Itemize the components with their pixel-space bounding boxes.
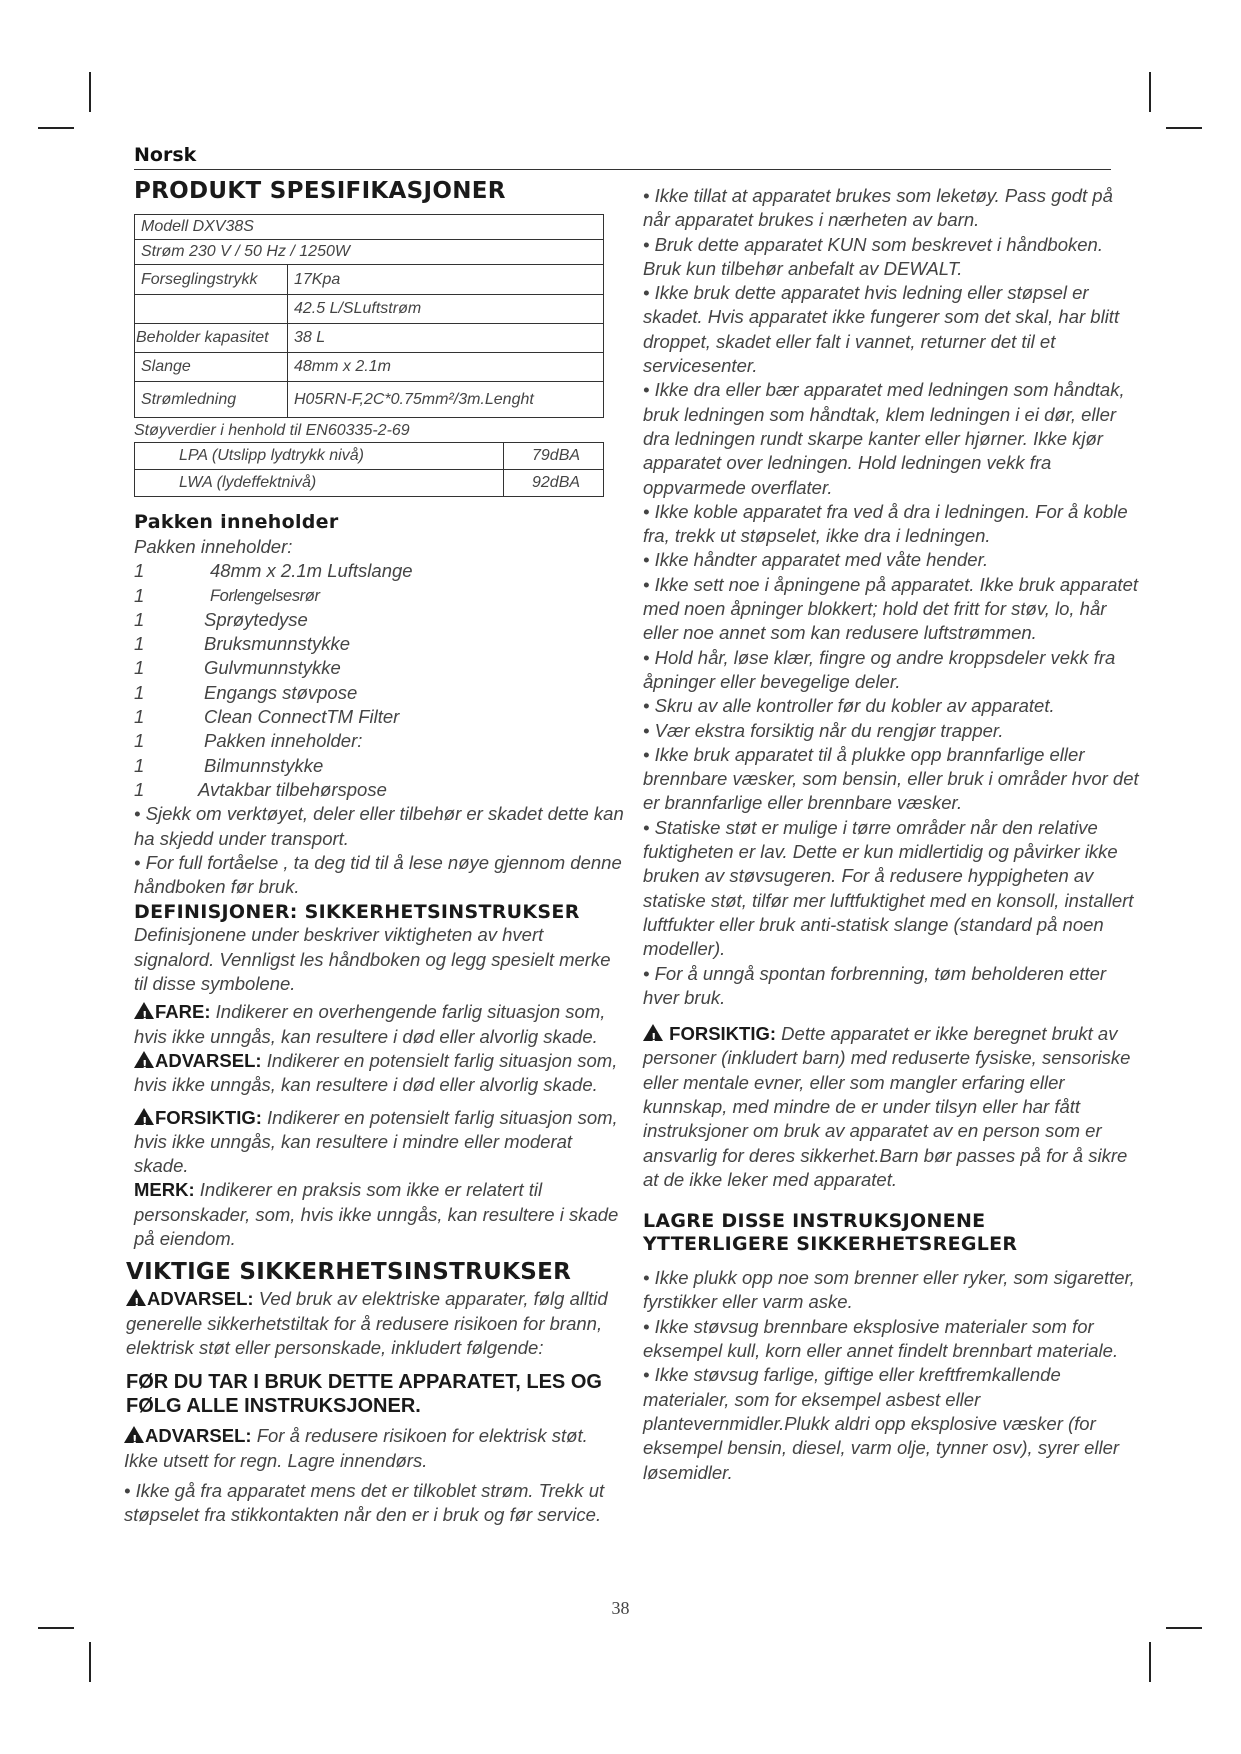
extra-bullet: • Ikke støvsug brennbare eksplosive materialer som for eksempel kull, korn eller annet findelt brennbart materiale. [643, 1315, 1119, 1362]
forsiktig-label: FORSIKTIG: [669, 1023, 777, 1045]
important-bullet: • Ikke gå fra apparatet mens det er tilkoblet strøm. Trekk ut støpselet fra stikkontakten når den er i bruk og før service. [124, 1479, 605, 1526]
important-advarsel2 [124, 1424, 626, 1473]
safety-bullet: • Ikke sett noe i åpningene på apparatet. Ikke bruk apparatet med noen åpninger blokkert; hold det fritt for støv, lo, hår eller noe annet som kan redusere luftstrømmen. [643, 573, 1139, 644]
fare-text: Indikerer en overhengende farlig situasjon som, hvis ikke unngås, kan resultere i død eller alvorlig skade. [134, 1001, 606, 1047]
forsiktig-block [643, 1022, 1143, 1192]
fare-label: FARE: [155, 1001, 211, 1023]
merk-text: Indikerer en praksis som ikke er relatert til personskader, som, hvis ikke unngås, kan resultere i skade på eiendom. [134, 1179, 619, 1250]
spec-power: Strøm 230 V / 50 Hz / 1250W [135, 240, 604, 265]
package-name: Forlengelsesrør [210, 586, 320, 605]
extra-bullet: • Ikke plukk opp noe som brenner eller ryker, som sigaretter, fyrstikker eller varm aske. [643, 1267, 1135, 1313]
warning-icon [134, 1108, 154, 1125]
definition-fare [130, 1000, 626, 1049]
spec-value: H05RN-F,2C*0.75mm²/3m.Lenght [288, 382, 604, 418]
advarsel-label: ADVARSEL: [145, 1425, 252, 1447]
safety-bullet: • Hold hår, løse klær, fingre og andre kroppsdeler vekk fra åpninger eller bevegelige deler. [643, 646, 1116, 692]
safety-bullet: • Ikke bruk apparatet til å plukke opp brannfarlige eller brennbare væsker, som bensin, eller bruk i områder hvor det er brannfarlige eller brennbare væsker. [643, 743, 1139, 814]
noise-table [134, 442, 604, 497]
crop-mark [1149, 72, 1151, 112]
safety-bullet: • Vær ekstra forsiktig når du rengjør trapper. [643, 719, 1004, 741]
important-subtitle: FØR DU TAR I BRUK DETTE APPARATET, LES OG FØLG ALLE INSTRUKSJONER. [126, 1371, 602, 1418]
package-qty: 1 [134, 730, 145, 752]
definition-merk [130, 1178, 626, 1251]
package-item [130, 754, 626, 778]
forsiktig-text: Dette apparatet er ikke beregnet brukt av personer (inkludert barn) med reduserte fysiske, sensoriske eller mentale evner, eller som mangler erfaring eller kunnskap, med mindre de er under tilsyn eller har fått instruksjoner om bruk av apparatet av en person som er ansvarlig for deres sikkerhet.Barn bør passes på for å sikre at de ikke leker med apparatet. [643, 1023, 1131, 1190]
spec-table [134, 214, 604, 418]
package-item [130, 729, 626, 753]
warning-icon [126, 1289, 146, 1306]
crop-mark [38, 1627, 74, 1629]
extra-bullet: • Ikke støvsug farlige, giftige eller kreftfremkallende materialer, som for eksempel asbest eller plantevernmidler.Plukk aldri opp eksplosive væsker (for eksempel bensin, diesel, varm olje, tynner osv), syrer eller løsemidler. [643, 1364, 1120, 1483]
package-intro: Pakken inneholder: [134, 536, 293, 557]
advarsel-label: ADVARSEL: [147, 1288, 254, 1310]
package-item [130, 705, 626, 729]
crop-mark [1166, 127, 1202, 129]
noise-caption: Støyverdier i henhold til EN60335-2-69 [134, 422, 410, 439]
spec-title: PRODUKT SPESIFIKASJONER [134, 178, 506, 204]
package-name: Sprøytedyse [204, 608, 308, 630]
package-qty: 1 [134, 633, 145, 655]
warning-icon [134, 1051, 154, 1068]
warning-icon [134, 1002, 154, 1019]
header-rule [134, 169, 1111, 170]
noise-label: LWA (lydeffektnivå) [135, 470, 504, 497]
crop-mark [1149, 1642, 1151, 1682]
spec-value: 48mm x 2.1m [288, 353, 604, 382]
noise-label: LPA (Utslipp lydtrykk nivå) [135, 443, 504, 470]
package-item [130, 559, 626, 583]
package-qty: 1 [134, 560, 145, 582]
crop-mark [89, 72, 91, 112]
noise-value: 92dBA [504, 470, 604, 497]
page-number: 38 [611, 1598, 630, 1618]
package-name: Bilmunnstykke [204, 754, 324, 776]
package-title: Pakken inneholder [134, 511, 339, 533]
safety-bullet: • For å unngå spontan forbrenning, tøm beholderen etter hver bruk. [643, 962, 1107, 1008]
package-name: Bruksmunnstykke [204, 633, 350, 655]
package-qty: 1 [134, 754, 145, 776]
advarsel-label: ADVARSEL: [155, 1049, 262, 1071]
safety-bullet: • Statiske støt er mulige i tørre områder når den relative fuktigheten er lav. Dette er kun midlertidig og påvirker ikke bruken av støvsugeren. For å redusere hyppigheten av statiske støt, tilfør mer luftfuktighet med en konsoll, installert luftfukter eller bruk anti-statisk slange (standard på noen modeller). [643, 816, 1134, 960]
spec-label: Slange [135, 353, 288, 382]
advarsel-text: Indikerer en potensielt farlig situasjon som, hvis ikke unngås, kan resultere i død eller alvorlig skade. [134, 1049, 618, 1096]
definitions-title: DEFINISJONER: SIKKERHETSINSTRUKSER [134, 901, 580, 924]
package-qty: 1 [134, 584, 145, 606]
crop-mark [89, 1642, 91, 1682]
package-name: Avtakbar tilbehørspose [198, 778, 387, 800]
package-item [130, 632, 626, 656]
forsiktig-label: FORSIKTIG: [155, 1106, 262, 1128]
crop-mark [38, 127, 74, 129]
package-item [130, 656, 626, 680]
save-instructions-title: LAGRE DISSE INSTRUKSJONENE [643, 1210, 986, 1233]
safety-bullet: • Ikke håndter apparatet med våte hender. [643, 549, 989, 571]
advarsel-text: Ved bruk av elektriske apparater, følg alltid generelle sikkerhetstiltak for å redusere risikoen for brann, elektrisk støt eller personskade, inkludert følgende: [126, 1288, 608, 1358]
package-qty: 1 [134, 681, 145, 703]
noise-value: 79dBA [504, 443, 604, 470]
package-qty: 1 [134, 608, 145, 630]
forsiktig-text: Indikerer en potensielt farlig situasjon som, hvis ikke unngås, kan resultere i mindre eller moderat skade. [134, 1106, 618, 1177]
spec-label: Beholder kapasitet [135, 324, 288, 353]
package-name: Engangs støvpose [204, 681, 358, 703]
right-column [643, 184, 1143, 1485]
package-name: Clean ConnectTM Filter [204, 706, 400, 728]
safety-bullet: • Bruk dette apparatet KUN som beskrevet i håndboken. Bruk kun tilbehør anbefalt av DEWALT. [643, 233, 1103, 279]
important-title: VIKTIGE SIKKERHETSINSTRUKSER [126, 1259, 572, 1286]
merk-label: MERK: [134, 1179, 195, 1201]
safety-bullet: • Ikke dra eller bær apparatet med ledningen som håndtak, bruk ledningen som håndtak, klem ledningen i ei dør, eller dra ledningen rundt skarpe kanter eller hjørner. Ikke kjør apparatet over ledningen. Hold ledningen vekk fra oppvarmede overflater. [643, 379, 1125, 498]
package-item [130, 681, 626, 705]
package-name: Pakken inneholder: [204, 730, 363, 752]
package-note: • For full fortåelse , ta deg tid til å lese nøye gjennom denne håndboken før bruk. [134, 851, 622, 898]
warning-icon [124, 1426, 144, 1443]
package-item [130, 584, 626, 608]
package-note: • Sjekk om verktøyet, deler eller tilbehør er skadet dette kan ha skjedd under transport. [134, 803, 624, 849]
spec-label: Forseglingstrykk [135, 265, 288, 295]
left-column [124, 178, 626, 1527]
important-advarsel [126, 1287, 626, 1360]
safety-bullet: • Ikke koble apparatet fra ved å dra i ledningen. For å koble fra, trekk ut støpselet, ikke dra i ledningen. [643, 500, 1128, 547]
extra-safety-title: YTTERLIGERE SIKKERHETSREGLER [643, 1233, 1018, 1256]
package-item [130, 778, 626, 802]
package-name: Gulvmunnstykke [204, 657, 341, 679]
package-qty: 1 [134, 778, 145, 800]
advarsel2-text: For å redusere risikoen for elektrisk støt. Ikke utsett for regn. Lagre innendørs. [124, 1425, 588, 1471]
spec-label [135, 295, 288, 324]
definition-forsiktig [130, 1106, 626, 1179]
package-qty: 1 [134, 657, 145, 679]
crop-mark [1166, 1627, 1202, 1629]
safety-bullet: • Skru av alle kontroller før du kobler av apparatet. [643, 695, 1055, 717]
spec-value: 38 L [288, 324, 604, 353]
definitions-intro: Definisjonene under beskriver viktigheten av hvert signalord. Vennligst les håndboken og legg spesielt merke til disse symbolene. [134, 924, 611, 995]
language-header: Norsk [134, 144, 197, 166]
spec-label: Strømledning [135, 382, 288, 418]
safety-bullet: • Ikke bruk dette apparatet hvis ledning eller støpsel er skadet. Hvis apparatet ikke fungerer som det skal, har blitt droppet, skadet eller falt i vannet, returner det til et servicesenter. [643, 282, 1120, 377]
safety-bullet: • Ikke tillat at apparatet brukes som leketøy. Pass godt på når apparatet brukes i nærheten av barn. [643, 185, 1113, 231]
spec-value: 17Kpa [288, 265, 604, 295]
spec-value: 42.5 L/SLuftstrøm [288, 295, 604, 324]
package-name: 48mm x 2.1m Luftslange [210, 560, 413, 582]
package-qty: 1 [134, 706, 145, 728]
definition-advarsel [130, 1049, 626, 1098]
warning-icon [643, 1024, 663, 1041]
spec-model: Modell DXV38S [135, 215, 604, 240]
package-item [130, 608, 626, 632]
